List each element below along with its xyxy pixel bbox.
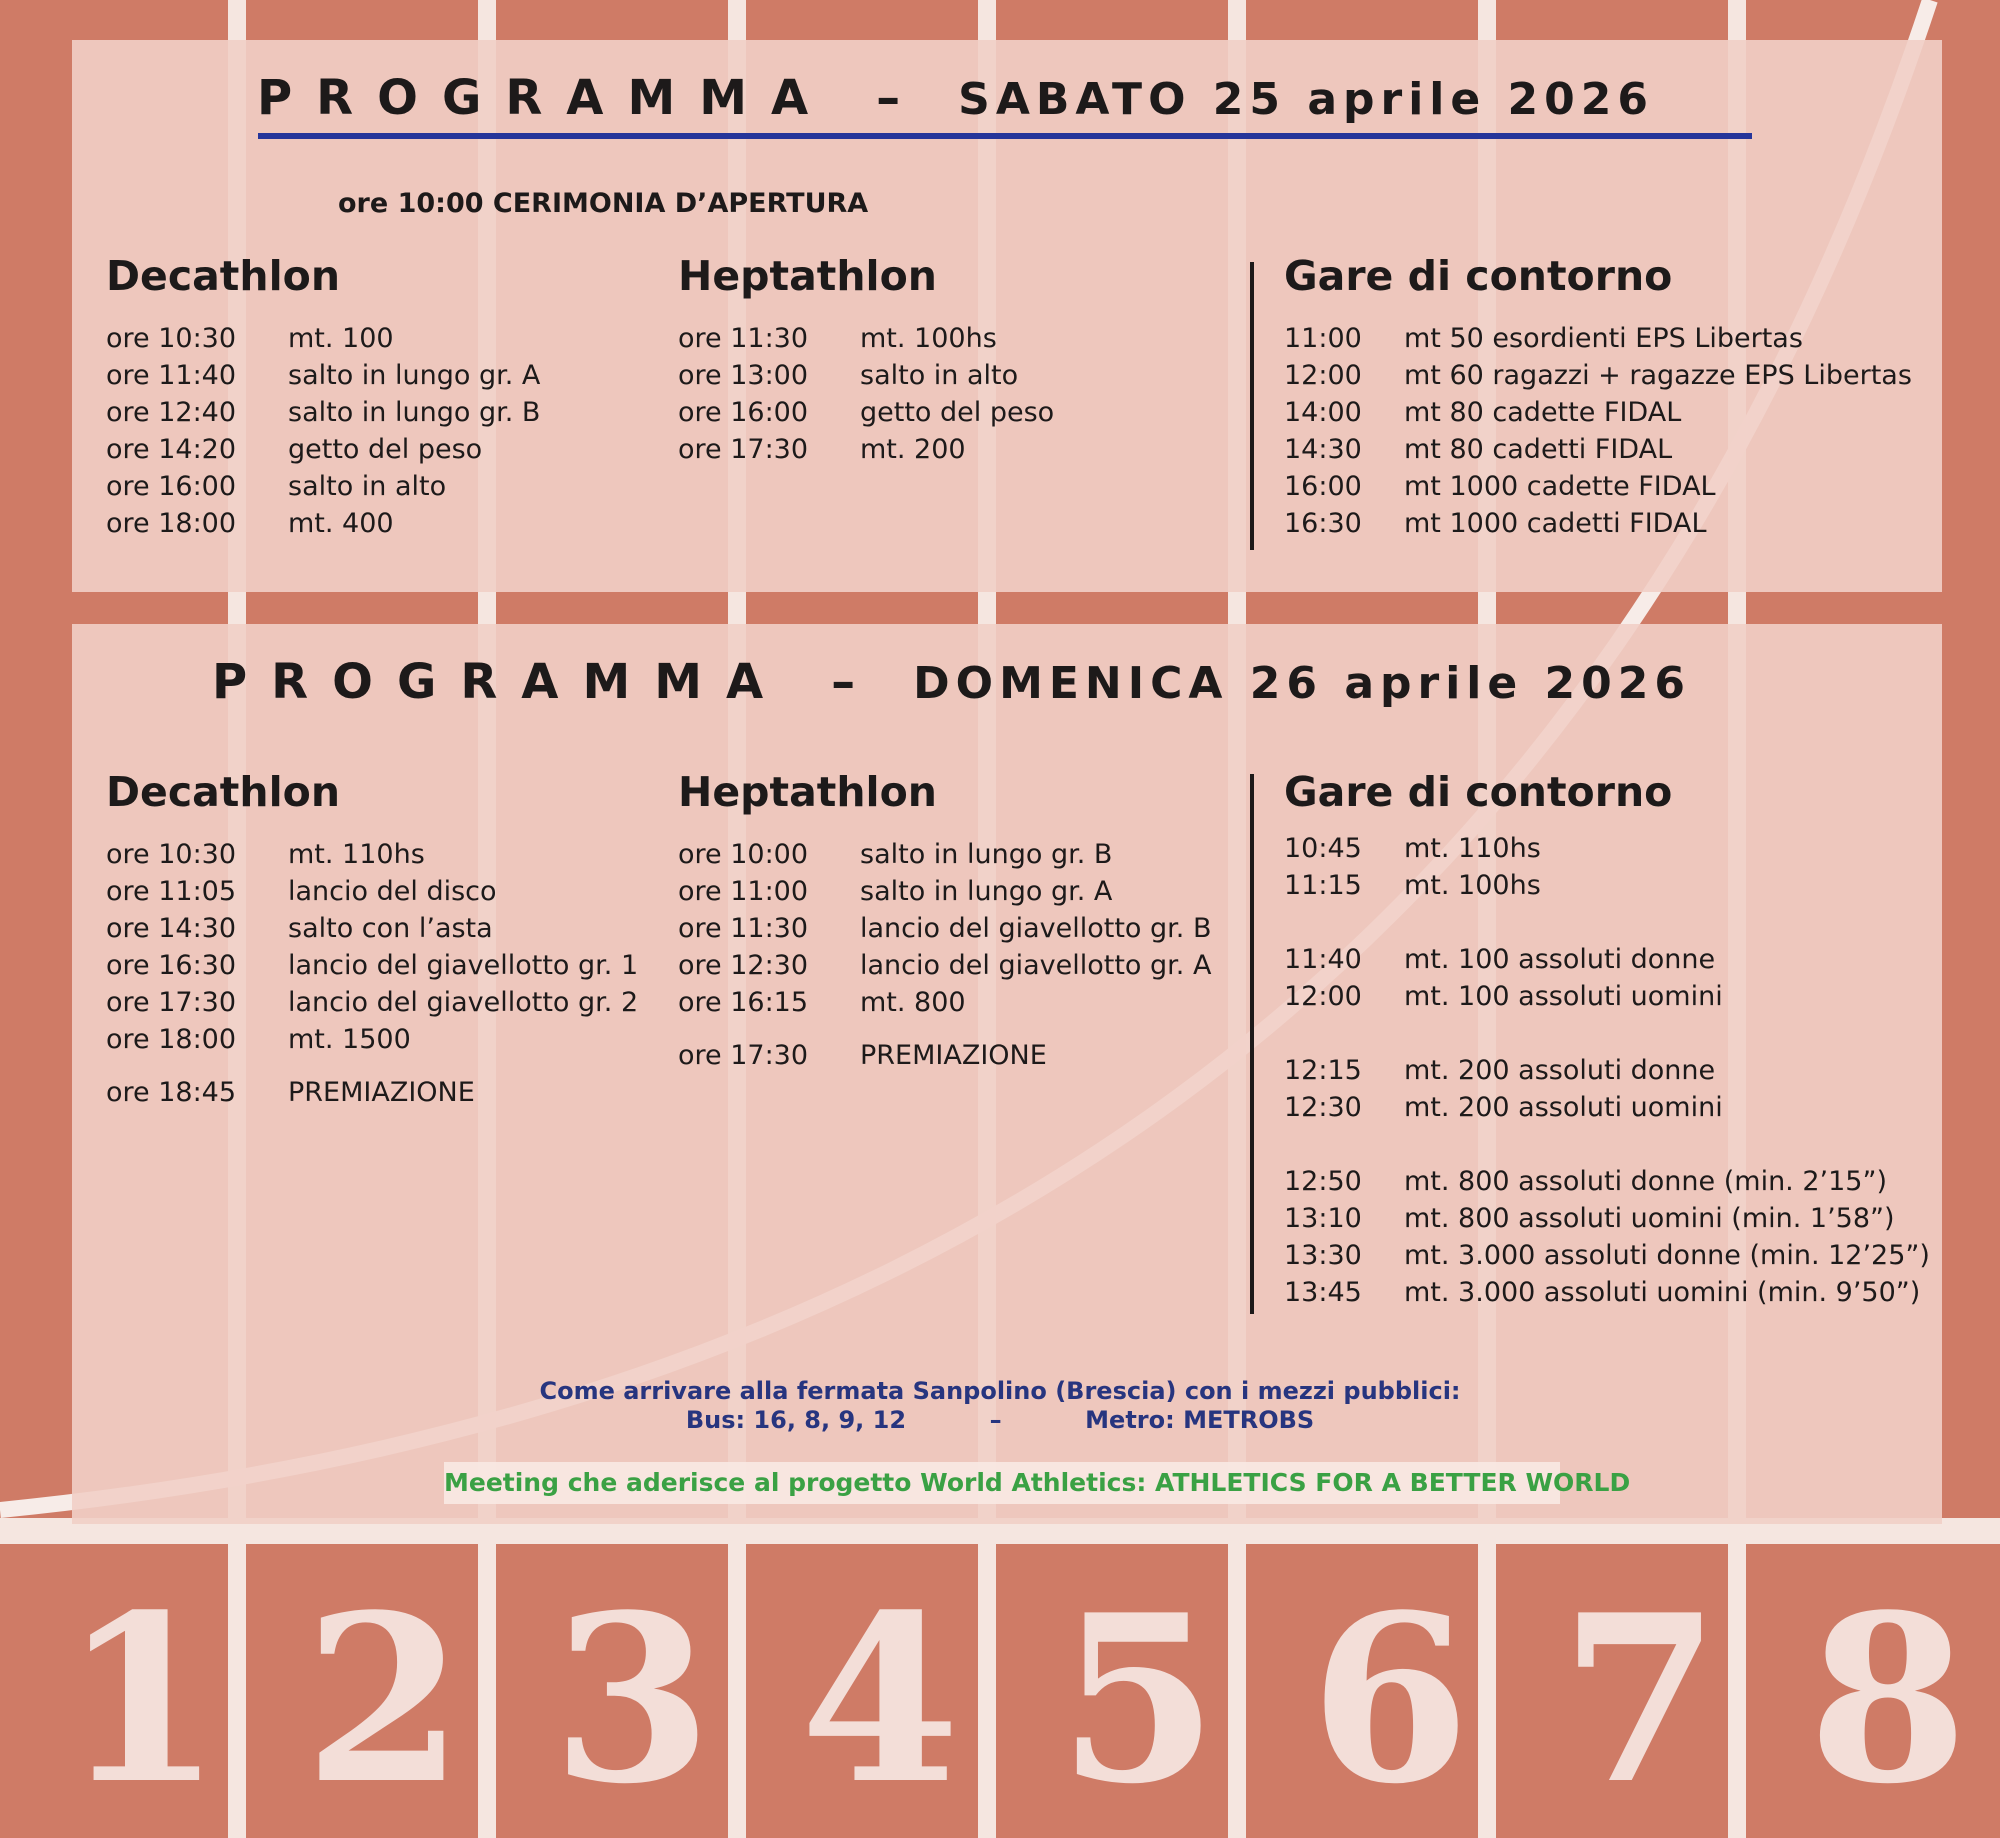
- schedule-row: [1284, 941, 1930, 978]
- row-time: 12:00: [1284, 360, 1362, 391]
- row-time: 11:00: [1284, 323, 1362, 354]
- row-event: PREMIAZIONE: [860, 1040, 1047, 1071]
- schedule-row: [106, 836, 638, 873]
- row-event: lancio del giavellotto gr. B: [860, 913, 1212, 944]
- schedule-row: [106, 431, 540, 468]
- opening-ceremony: ore 10:00 CERIMONIA D’APERTURA: [338, 188, 869, 219]
- row-event: mt 60 ragazzi + ragazze EPS Libertas: [1404, 360, 1912, 391]
- schedule-row: [678, 984, 1211, 1021]
- row-event: salto in lungo gr. A: [288, 360, 541, 391]
- row-time: ore 17:30: [678, 1040, 809, 1071]
- row-event: mt. 800: [860, 987, 966, 1018]
- lane-number: 1: [62, 1565, 223, 1835]
- schedule-row: [1284, 1163, 1930, 1200]
- schedule-row: [1284, 867, 1930, 904]
- schedule-row: [1284, 830, 1930, 867]
- saturday-decathlon: [106, 252, 540, 542]
- award-ceremony-row: [106, 1074, 638, 1111]
- row-event: getto del peso: [860, 397, 1055, 428]
- row-time: 14:30: [1284, 434, 1362, 465]
- decathlon-heading: Decathlon: [106, 252, 341, 300]
- award-ceremony-row: [678, 1037, 1211, 1074]
- row-time: ore 18:00: [106, 508, 237, 539]
- saturday-program-panel: [72, 40, 1942, 592]
- row-event: mt 50 esordienti EPS Libertas: [1404, 323, 1803, 354]
- row-time: 16:30: [1284, 508, 1362, 539]
- row-time: ore 16:00: [106, 471, 237, 502]
- row-event: mt. 800 assoluti donne (min. 2’15”): [1404, 1166, 1887, 1197]
- row-event: mt. 1500: [288, 1024, 411, 1055]
- row-event: lancio del disco: [288, 876, 497, 907]
- row-event: lancio del giavellotto gr. A: [860, 950, 1212, 981]
- row-event: mt. 100 assoluti donne: [1404, 944, 1716, 975]
- transport-info-line1: Come arrivare alla fermata Sanpolino (Brescia) con i mezzi pubblici:: [539, 1377, 1461, 1405]
- row-time: 12:50: [1284, 1166, 1362, 1197]
- schedule-row: [106, 947, 638, 984]
- row-event: mt. 110hs: [1404, 833, 1541, 864]
- row-time: ore 12:30: [678, 950, 809, 981]
- lane-number: 5: [1058, 1565, 1219, 1835]
- schedule-row: [1284, 320, 1912, 357]
- row-time: ore 11:30: [678, 323, 809, 354]
- lane-number: 2: [304, 1565, 465, 1835]
- sunday-heptathlon: [678, 768, 1211, 1074]
- schedule-row: [1284, 1200, 1930, 1237]
- row-event: salto in lungo gr. A: [860, 876, 1113, 907]
- decathlon-heading: Decathlon: [106, 768, 341, 816]
- row-event: mt. 3.000 assoluti donne (min. 12’25”): [1404, 1240, 1930, 1271]
- heptathlon-heading: Heptathlon: [678, 252, 937, 300]
- schedule-row: [1284, 394, 1912, 431]
- sunday-title: [212, 654, 2000, 710]
- row-time: 13:10: [1284, 1203, 1362, 1234]
- row-event: mt 1000 cadetti FIDAL: [1404, 508, 1707, 539]
- row-event: salto in alto: [860, 360, 1019, 391]
- lane-number: 7: [1560, 1565, 1721, 1835]
- column-divider: [1250, 774, 1254, 1314]
- row-time: ore 11:00: [678, 876, 809, 907]
- row-time: 16:00: [1284, 471, 1362, 502]
- row-time: ore 16:00: [678, 397, 809, 428]
- schedule-row: [106, 505, 540, 542]
- row-event: mt. 3.000 assoluti uomini (min. 9’50”): [1404, 1277, 1921, 1308]
- schedule-row: [1284, 468, 1912, 505]
- row-time: ore 18:45: [106, 1077, 237, 1108]
- row-time: ore 10:30: [106, 839, 237, 870]
- row-time: ore 17:30: [678, 434, 809, 465]
- title-underline: [258, 133, 1752, 139]
- row-time: 13:45: [1284, 1277, 1362, 1308]
- row-time: 11:40: [1284, 944, 1362, 975]
- row-event: lancio del giavellotto gr. 2: [288, 987, 639, 1018]
- schedule-row: [106, 320, 540, 357]
- row-event: mt. 200 assoluti uomini: [1404, 1092, 1723, 1123]
- sunday-decathlon: [106, 768, 638, 1111]
- lane-number: 4: [800, 1565, 961, 1835]
- title-word: PROGRAMMA: [212, 654, 788, 710]
- row-time: ore 18:00: [106, 1024, 237, 1055]
- schedule-row: [678, 320, 1054, 357]
- row-event: mt. 200: [860, 434, 966, 465]
- schedule-row: [678, 836, 1211, 873]
- row-time: ore 16:15: [678, 987, 809, 1018]
- row-event: mt. 200 assoluti donne: [1404, 1055, 1716, 1086]
- world-athletics-banner: Meeting che aderisce al progetto World Athletics: ATHLETICS FOR A BETTER WORLD: [444, 1462, 1560, 1504]
- schedule-row: [1284, 431, 1912, 468]
- row-event: salto con l’asta: [288, 913, 493, 944]
- row-event: mt. 100 assoluti uomini: [1404, 981, 1723, 1012]
- schedule-row: [1284, 1274, 1930, 1311]
- row-time: ore 10:30: [106, 323, 237, 354]
- schedule-row: [106, 468, 540, 505]
- row-event: salto in alto: [288, 471, 447, 502]
- saturday-title: [257, 70, 2000, 126]
- schedule-row: [1284, 1052, 1930, 1089]
- row-event: mt. 400: [288, 508, 394, 539]
- lane-number: 6: [1310, 1565, 1471, 1835]
- schedule-row: [678, 947, 1211, 984]
- row-time: 12:15: [1284, 1055, 1362, 1086]
- row-event: PREMIAZIONE: [288, 1077, 475, 1108]
- gare-heading: Gare di contorno: [1284, 768, 1673, 816]
- saturday-gare-di-contorno: [1284, 252, 1912, 542]
- row-time: ore 11:05: [106, 876, 237, 907]
- row-event: mt. 800 assoluti uomini (min. 1’58”): [1404, 1203, 1895, 1234]
- row-time: 12:30: [1284, 1092, 1362, 1123]
- row-time: 12:00: [1284, 981, 1362, 1012]
- schedule-row: [1284, 1089, 1930, 1126]
- schedule-row: [678, 394, 1054, 431]
- row-event: mt. 110hs: [288, 839, 425, 870]
- row-time: ore 12:40: [106, 397, 237, 428]
- row-time: ore 10:00: [678, 839, 809, 870]
- title-dash: –: [831, 654, 856, 710]
- row-event: mt 80 cadette FIDAL: [1404, 397, 1682, 428]
- sunday-gare-di-contorno: [1284, 768, 1930, 1311]
- column-divider: [1250, 262, 1254, 550]
- row-time: ore 14:20: [106, 434, 237, 465]
- row-time: ore 13:00: [678, 360, 809, 391]
- row-time: ore 16:30: [106, 950, 237, 981]
- schedule-row: [678, 873, 1211, 910]
- row-event: salto in lungo gr. B: [288, 397, 541, 428]
- schedule-row: [1284, 357, 1912, 394]
- gare-heading: Gare di contorno: [1284, 252, 1673, 300]
- schedule-row: [106, 910, 638, 947]
- row-time: ore 11:30: [678, 913, 809, 944]
- transport-info-line2: Bus: 16, 8, 9, 12 – Metro: METROBS: [685, 1406, 1315, 1434]
- row-event: salto in lungo gr. B: [860, 839, 1113, 870]
- schedule-row: [1284, 505, 1912, 542]
- row-time: 10:45: [1284, 833, 1362, 864]
- row-event: lancio del giavellotto gr. 1: [288, 950, 639, 981]
- heptathlon-heading: Heptathlon: [678, 768, 937, 816]
- schedule-row: [1284, 978, 1930, 1015]
- row-time: ore 17:30: [106, 987, 237, 1018]
- schedule-row: [106, 357, 540, 394]
- row-time: 11:15: [1284, 870, 1362, 901]
- schedule-row: [106, 873, 638, 910]
- lane-number: 3: [552, 1565, 713, 1835]
- schedule-row: [106, 394, 540, 431]
- row-time: 13:30: [1284, 1240, 1362, 1271]
- title-word: PROGRAMMA: [257, 70, 833, 126]
- schedule-row: [678, 910, 1211, 947]
- schedule-row: [106, 1021, 638, 1058]
- row-time: ore 11:40: [106, 360, 237, 391]
- title-dash: –: [876, 70, 901, 126]
- row-event: mt. 100hs: [860, 323, 997, 354]
- row-time: ore 14:30: [106, 913, 237, 944]
- schedule-row: [678, 431, 1054, 468]
- row-time: 14:00: [1284, 397, 1362, 428]
- row-event: mt. 100: [288, 323, 394, 354]
- row-event: getto del peso: [288, 434, 483, 465]
- row-event: mt 1000 cadette FIDAL: [1404, 471, 1716, 502]
- schedule-row: [106, 984, 638, 1021]
- title-date: DOMENICA 26 aprile 2026: [913, 658, 1691, 709]
- schedule-row: [678, 357, 1054, 394]
- row-event: mt 80 cadetti FIDAL: [1404, 434, 1673, 465]
- schedule-row: [1284, 1237, 1930, 1274]
- row-event: mt. 100hs: [1404, 870, 1541, 901]
- saturday-heptathlon: [678, 252, 1054, 468]
- title-date: SABATO 25 aprile 2026: [958, 74, 1655, 125]
- lane-number: 8: [1808, 1565, 1969, 1835]
